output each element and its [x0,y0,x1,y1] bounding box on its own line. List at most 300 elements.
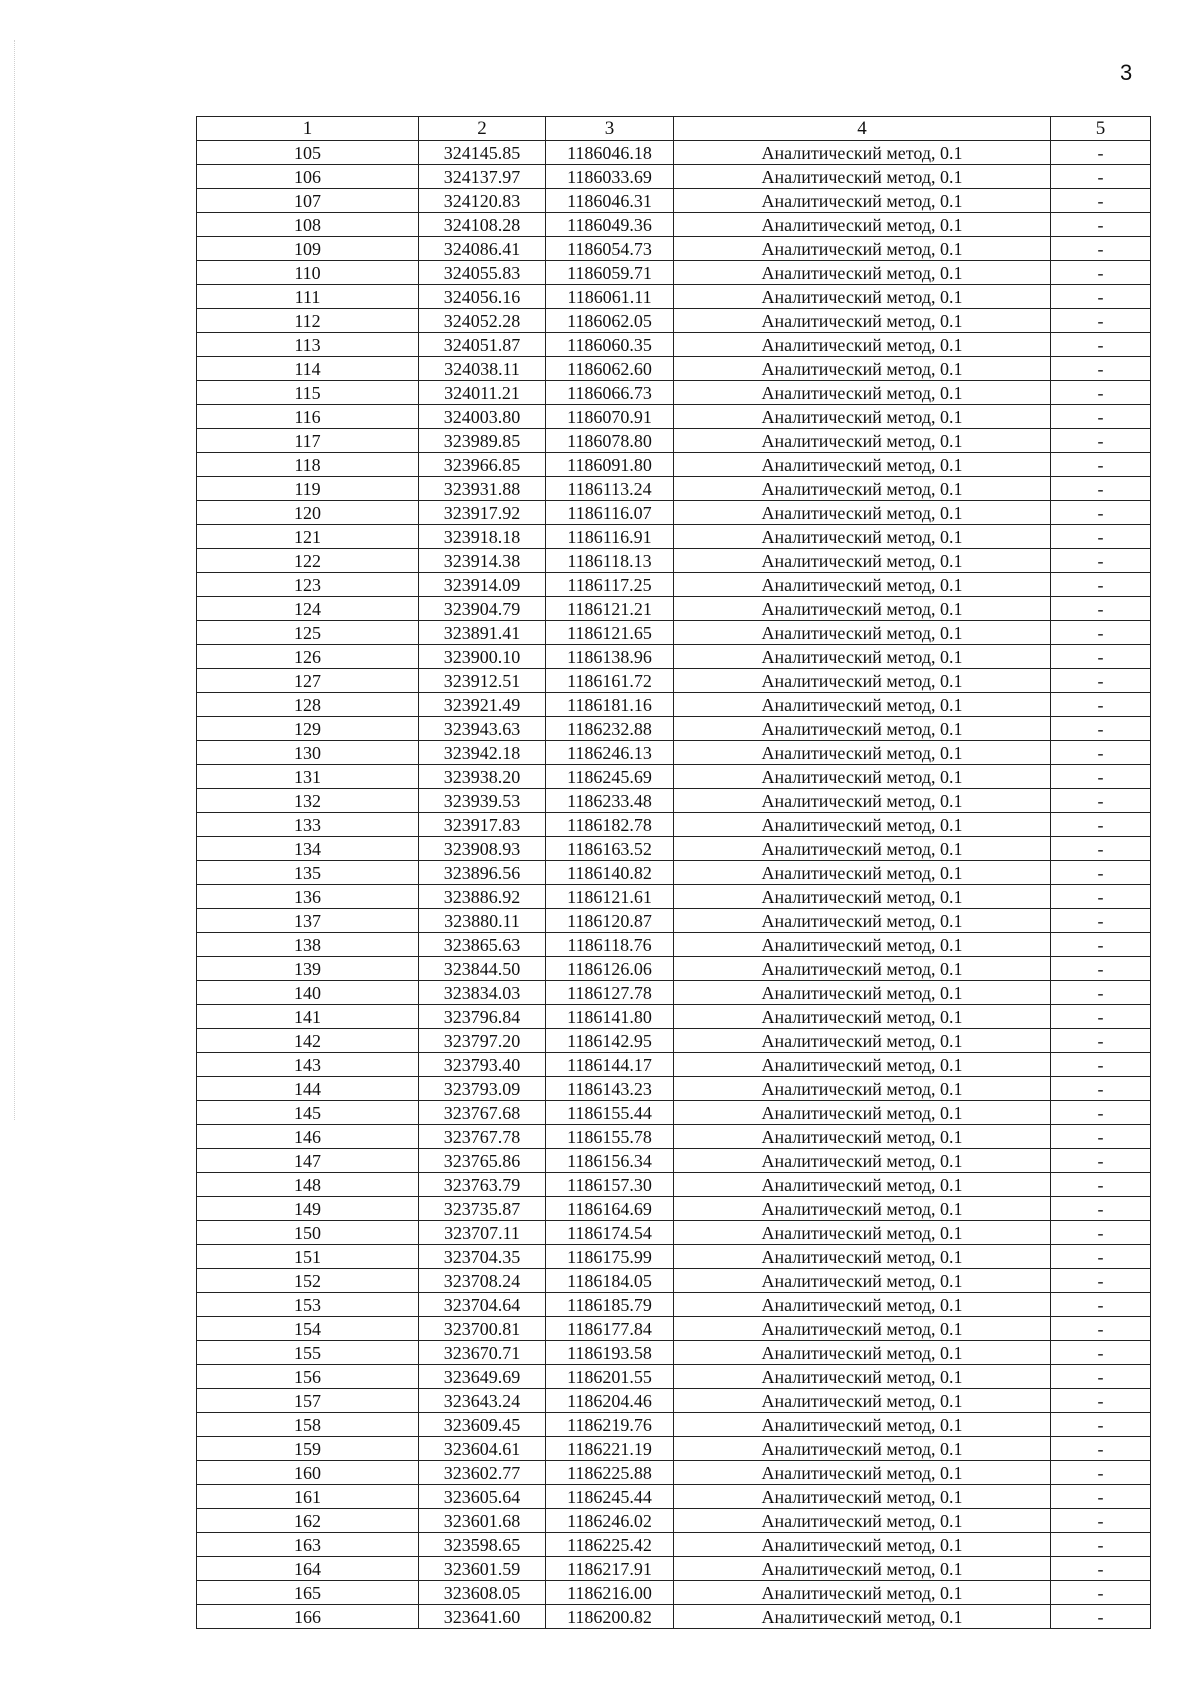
point-number-cell: 141 [197,1005,419,1029]
description-cell: - [1051,597,1151,621]
description-cell: - [1051,1485,1151,1509]
y-coordinate-cell: 1186225.88 [546,1461,674,1485]
table-row [197,645,1151,669]
method-cell: Аналитический метод, 0.1 [674,453,1051,477]
method-cell: Аналитический метод, 0.1 [674,213,1051,237]
x-coordinate-cell: 323608.05 [419,1581,546,1605]
description-cell: - [1051,813,1151,837]
table-row [197,165,1151,189]
point-number-cell: 143 [197,1053,419,1077]
y-coordinate-cell: 1186060.35 [546,333,674,357]
y-coordinate-cell: 1186219.76 [546,1413,674,1437]
point-number-cell: 134 [197,837,419,861]
description-cell: - [1051,1005,1151,1029]
point-number-cell: 108 [197,213,419,237]
table-row [197,789,1151,813]
method-cell: Аналитический метод, 0.1 [674,933,1051,957]
point-number-cell: 112 [197,309,419,333]
point-number-cell: 117 [197,429,419,453]
x-coordinate-cell: 323865.63 [419,933,546,957]
description-cell: - [1051,1245,1151,1269]
description-cell: - [1051,333,1151,357]
description-cell: - [1051,861,1151,885]
y-coordinate-cell: 1186138.96 [546,645,674,669]
y-coordinate-cell: 1186245.69 [546,765,674,789]
table-row [197,549,1151,573]
y-coordinate-cell: 1186225.42 [546,1533,674,1557]
x-coordinate-cell: 323844.50 [419,957,546,981]
y-coordinate-cell: 1186116.91 [546,525,674,549]
description-cell: - [1051,141,1151,165]
table-row [197,573,1151,597]
table-row [197,405,1151,429]
y-coordinate-cell: 1186157.30 [546,1173,674,1197]
y-coordinate-cell: 1186046.31 [546,189,674,213]
method-cell: Аналитический метод, 0.1 [674,1029,1051,1053]
x-coordinate-cell: 324051.87 [419,333,546,357]
method-cell: Аналитический метод, 0.1 [674,837,1051,861]
table-row [197,861,1151,885]
table-row [197,1197,1151,1221]
point-number-cell: 156 [197,1365,419,1389]
method-cell: Аналитический метод, 0.1 [674,525,1051,549]
table-row [197,1437,1151,1461]
x-coordinate-cell: 323765.86 [419,1149,546,1173]
point-number-cell: 125 [197,621,419,645]
table-row [197,525,1151,549]
point-number-cell: 166 [197,1605,419,1629]
y-coordinate-cell: 1186117.25 [546,573,674,597]
point-number-cell: 135 [197,861,419,885]
table-row [197,1005,1151,1029]
y-coordinate-cell: 1186113.24 [546,477,674,501]
description-cell: - [1051,1389,1151,1413]
point-number-cell: 131 [197,765,419,789]
x-coordinate-cell: 323886.92 [419,885,546,909]
description-cell: - [1051,1269,1151,1293]
table-row [197,1581,1151,1605]
table-row [197,885,1151,909]
method-cell: Аналитический метод, 0.1 [674,597,1051,621]
header-col-2: 2 [419,117,546,141]
x-coordinate-cell: 323939.53 [419,789,546,813]
description-cell: - [1051,1605,1151,1629]
y-coordinate-cell: 1186164.69 [546,1197,674,1221]
x-coordinate-cell: 323643.24 [419,1389,546,1413]
method-cell: Аналитический метод, 0.1 [674,1149,1051,1173]
x-coordinate-cell: 323601.59 [419,1557,546,1581]
method-cell: Аналитический метод, 0.1 [674,645,1051,669]
table-row [197,189,1151,213]
table-row [197,621,1151,645]
description-cell: - [1051,1293,1151,1317]
x-coordinate-cell: 323704.35 [419,1245,546,1269]
method-cell: Аналитический метод, 0.1 [674,789,1051,813]
description-cell: - [1051,1581,1151,1605]
x-coordinate-cell: 324086.41 [419,237,546,261]
table-row [197,453,1151,477]
table-row [197,1341,1151,1365]
x-coordinate-cell: 323914.38 [419,549,546,573]
point-number-cell: 127 [197,669,419,693]
method-cell: Аналитический метод, 0.1 [674,957,1051,981]
y-coordinate-cell: 1186144.17 [546,1053,674,1077]
x-coordinate-cell: 323700.81 [419,1317,546,1341]
x-coordinate-cell: 323797.20 [419,1029,546,1053]
point-number-cell: 118 [197,453,419,477]
y-coordinate-cell: 1186185.79 [546,1293,674,1317]
method-cell: Аналитический метод, 0.1 [674,1101,1051,1125]
y-coordinate-cell: 1186142.95 [546,1029,674,1053]
point-number-cell: 130 [197,741,419,765]
y-coordinate-cell: 1186118.76 [546,933,674,957]
description-cell: - [1051,741,1151,765]
method-cell: Аналитический метод, 0.1 [674,1413,1051,1437]
point-number-cell: 133 [197,813,419,837]
method-cell: Аналитический метод, 0.1 [674,1005,1051,1029]
point-number-cell: 139 [197,957,419,981]
point-number-cell: 116 [197,405,419,429]
x-coordinate-cell: 323609.45 [419,1413,546,1437]
header-row [197,117,1151,141]
table-row [197,693,1151,717]
method-cell: Аналитический метод, 0.1 [674,1461,1051,1485]
x-coordinate-cell: 324003.80 [419,405,546,429]
table-row [197,597,1151,621]
point-number-cell: 142 [197,1029,419,1053]
table-row [197,1101,1151,1125]
method-cell: Аналитический метод, 0.1 [674,333,1051,357]
method-cell: Аналитический метод, 0.1 [674,621,1051,645]
x-coordinate-cell: 323917.83 [419,813,546,837]
y-coordinate-cell: 1186116.07 [546,501,674,525]
table-row [197,429,1151,453]
x-coordinate-cell: 323966.85 [419,453,546,477]
method-cell: Аналитический метод, 0.1 [674,693,1051,717]
x-coordinate-cell: 323793.09 [419,1077,546,1101]
x-coordinate-cell: 323943.63 [419,717,546,741]
description-cell: - [1051,1173,1151,1197]
description-cell: - [1051,885,1151,909]
x-coordinate-cell: 323704.64 [419,1293,546,1317]
y-coordinate-cell: 1186156.34 [546,1149,674,1173]
point-number-cell: 122 [197,549,419,573]
y-coordinate-cell: 1186033.69 [546,165,674,189]
y-coordinate-cell: 1186141.80 [546,1005,674,1029]
y-coordinate-cell: 1186049.36 [546,213,674,237]
x-coordinate-cell: 323912.51 [419,669,546,693]
x-coordinate-cell: 324120.83 [419,189,546,213]
table-row [197,813,1151,837]
method-cell: Аналитический метод, 0.1 [674,1077,1051,1101]
y-coordinate-cell: 1186059.71 [546,261,674,285]
point-number-cell: 153 [197,1293,419,1317]
table-row [197,381,1151,405]
y-coordinate-cell: 1186062.60 [546,357,674,381]
description-cell: - [1051,1365,1151,1389]
point-number-cell: 148 [197,1173,419,1197]
point-number-cell: 107 [197,189,419,213]
y-coordinate-cell: 1186070.91 [546,405,674,429]
description-cell: - [1051,1461,1151,1485]
table-row [197,1077,1151,1101]
table-row [197,501,1151,525]
y-coordinate-cell: 1186143.23 [546,1077,674,1101]
description-cell: - [1051,357,1151,381]
description-cell: - [1051,381,1151,405]
point-number-cell: 110 [197,261,419,285]
x-coordinate-cell: 323598.65 [419,1533,546,1557]
x-coordinate-cell: 323735.87 [419,1197,546,1221]
y-coordinate-cell: 1186121.65 [546,621,674,645]
description-cell: - [1051,1101,1151,1125]
x-coordinate-cell: 323900.10 [419,645,546,669]
description-cell: - [1051,309,1151,333]
y-coordinate-cell: 1186062.05 [546,309,674,333]
table-row [197,477,1151,501]
y-coordinate-cell: 1186221.19 [546,1437,674,1461]
table-row [197,1533,1151,1557]
x-coordinate-cell: 324055.83 [419,261,546,285]
method-cell: Аналитический метод, 0.1 [674,861,1051,885]
method-cell: Аналитический метод, 0.1 [674,189,1051,213]
method-cell: Аналитический метод, 0.1 [674,1581,1051,1605]
x-coordinate-cell: 323796.84 [419,1005,546,1029]
description-cell: - [1051,789,1151,813]
x-coordinate-cell: 323904.79 [419,597,546,621]
description-cell: - [1051,1557,1151,1581]
method-cell: Аналитический метод, 0.1 [674,477,1051,501]
y-coordinate-cell: 1186120.87 [546,909,674,933]
point-number-cell: 145 [197,1101,419,1125]
table-row [197,357,1151,381]
point-number-cell: 119 [197,477,419,501]
method-cell: Аналитический метод, 0.1 [674,501,1051,525]
description-cell: - [1051,165,1151,189]
method-cell: Аналитический метод, 0.1 [674,669,1051,693]
description-cell: - [1051,429,1151,453]
description-cell: - [1051,525,1151,549]
method-cell: Аналитический метод, 0.1 [674,1269,1051,1293]
y-coordinate-cell: 1186127.78 [546,981,674,1005]
x-coordinate-cell: 323938.20 [419,765,546,789]
table-row [197,1365,1151,1389]
x-coordinate-cell: 323918.18 [419,525,546,549]
table-row [197,933,1151,957]
y-coordinate-cell: 1186155.44 [546,1101,674,1125]
point-number-cell: 154 [197,1317,419,1341]
x-coordinate-cell: 324011.21 [419,381,546,405]
description-cell: - [1051,501,1151,525]
description-cell: - [1051,717,1151,741]
description-cell: - [1051,1125,1151,1149]
method-cell: Аналитический метод, 0.1 [674,765,1051,789]
y-coordinate-cell: 1186177.84 [546,1317,674,1341]
y-coordinate-cell: 1186201.55 [546,1365,674,1389]
y-coordinate-cell: 1186245.44 [546,1485,674,1509]
x-coordinate-cell: 323767.68 [419,1101,546,1125]
y-coordinate-cell: 1186193.58 [546,1341,674,1365]
coordinates-table-container [196,116,1150,1629]
y-coordinate-cell: 1186046.18 [546,141,674,165]
table-row [197,1293,1151,1317]
table-row [197,957,1151,981]
point-number-cell: 152 [197,1269,419,1293]
method-cell: Аналитический метод, 0.1 [674,1533,1051,1557]
method-cell: Аналитический метод, 0.1 [674,1485,1051,1509]
description-cell: - [1051,645,1151,669]
table-row [197,669,1151,693]
table-row [197,1053,1151,1077]
y-coordinate-cell: 1186175.99 [546,1245,674,1269]
x-coordinate-cell: 323670.71 [419,1341,546,1365]
x-coordinate-cell: 323649.69 [419,1365,546,1389]
header-col-3: 3 [546,117,674,141]
description-cell: - [1051,237,1151,261]
table-row [197,981,1151,1005]
y-coordinate-cell: 1186126.06 [546,957,674,981]
y-coordinate-cell: 1186182.78 [546,813,674,837]
method-cell: Аналитический метод, 0.1 [674,1557,1051,1581]
x-coordinate-cell: 323601.68 [419,1509,546,1533]
description-cell: - [1051,957,1151,981]
x-coordinate-cell: 323942.18 [419,741,546,765]
table-row [197,717,1151,741]
x-coordinate-cell: 323604.61 [419,1437,546,1461]
point-number-cell: 132 [197,789,419,813]
description-cell: - [1051,261,1151,285]
method-cell: Аналитический метод, 0.1 [674,165,1051,189]
method-cell: Аналитический метод, 0.1 [674,1197,1051,1221]
point-number-cell: 126 [197,645,419,669]
table-row [197,909,1151,933]
method-cell: Аналитический метод, 0.1 [674,1317,1051,1341]
description-cell: - [1051,549,1151,573]
y-coordinate-cell: 1186091.80 [546,453,674,477]
table-row [197,1461,1151,1485]
description-cell: - [1051,669,1151,693]
point-number-cell: 144 [197,1077,419,1101]
description-cell: - [1051,1053,1151,1077]
y-coordinate-cell: 1186054.73 [546,237,674,261]
table-row [197,1245,1151,1269]
description-cell: - [1051,1317,1151,1341]
description-cell: - [1051,573,1151,597]
table-row [197,1173,1151,1197]
table-row [197,333,1151,357]
method-cell: Аналитический метод, 0.1 [674,741,1051,765]
point-number-cell: 161 [197,1485,419,1509]
header-col-5: 5 [1051,117,1151,141]
description-cell: - [1051,405,1151,429]
point-number-cell: 147 [197,1149,419,1173]
method-cell: Аналитический метод, 0.1 [674,885,1051,909]
method-cell: Аналитический метод, 0.1 [674,237,1051,261]
description-cell: - [1051,1413,1151,1437]
x-coordinate-cell: 323891.41 [419,621,546,645]
y-coordinate-cell: 1186118.13 [546,549,674,573]
description-cell: - [1051,909,1151,933]
table-row [197,1149,1151,1173]
scan-margin-line [14,40,15,1120]
point-number-cell: 129 [197,717,419,741]
x-coordinate-cell: 323602.77 [419,1461,546,1485]
method-cell: Аналитический метод, 0.1 [674,285,1051,309]
point-number-cell: 157 [197,1389,419,1413]
method-cell: Аналитический метод, 0.1 [674,717,1051,741]
y-coordinate-cell: 1186066.73 [546,381,674,405]
table-row [197,1413,1151,1437]
table-row [197,1317,1151,1341]
x-coordinate-cell: 324137.97 [419,165,546,189]
method-cell: Аналитический метод, 0.1 [674,1053,1051,1077]
y-coordinate-cell: 1186161.72 [546,669,674,693]
table-body [197,141,1151,1629]
coordinates-table [196,116,1151,1629]
table-row [197,1605,1151,1629]
point-number-cell: 162 [197,1509,419,1533]
description-cell: - [1051,933,1151,957]
method-cell: Аналитический метод, 0.1 [674,429,1051,453]
method-cell: Аналитический метод, 0.1 [674,573,1051,597]
y-coordinate-cell: 1186216.00 [546,1581,674,1605]
description-cell: - [1051,1533,1151,1557]
method-cell: Аналитический метод, 0.1 [674,1605,1051,1629]
y-coordinate-cell: 1186246.02 [546,1509,674,1533]
method-cell: Аналитический метод, 0.1 [674,1293,1051,1317]
x-coordinate-cell: 323641.60 [419,1605,546,1629]
point-number-cell: 111 [197,285,419,309]
point-number-cell: 164 [197,1557,419,1581]
point-number-cell: 109 [197,237,419,261]
y-coordinate-cell: 1186233.48 [546,789,674,813]
point-number-cell: 120 [197,501,419,525]
point-number-cell: 165 [197,1581,419,1605]
point-number-cell: 140 [197,981,419,1005]
table-row [197,261,1151,285]
point-number-cell: 115 [197,381,419,405]
point-number-cell: 151 [197,1245,419,1269]
point-number-cell: 149 [197,1197,419,1221]
description-cell: - [1051,1149,1151,1173]
y-coordinate-cell: 1186174.54 [546,1221,674,1245]
x-coordinate-cell: 323708.24 [419,1269,546,1293]
description-cell: - [1051,453,1151,477]
method-cell: Аналитический метод, 0.1 [674,909,1051,933]
table-row [197,837,1151,861]
description-cell: - [1051,285,1151,309]
point-number-cell: 146 [197,1125,419,1149]
method-cell: Аналитический метод, 0.1 [674,1245,1051,1269]
x-coordinate-cell: 323921.49 [419,693,546,717]
table-row [197,1389,1151,1413]
description-cell: - [1051,1077,1151,1101]
y-coordinate-cell: 1186217.91 [546,1557,674,1581]
y-coordinate-cell: 1186121.21 [546,597,674,621]
point-number-cell: 160 [197,1461,419,1485]
description-cell: - [1051,1341,1151,1365]
description-cell: - [1051,621,1151,645]
table-row [197,213,1151,237]
table-row [197,285,1151,309]
description-cell: - [1051,1197,1151,1221]
x-coordinate-cell: 323989.85 [419,429,546,453]
method-cell: Аналитический метод, 0.1 [674,141,1051,165]
table-row [197,1125,1151,1149]
table-row [197,309,1151,333]
table-row [197,141,1151,165]
x-coordinate-cell: 324056.16 [419,285,546,309]
